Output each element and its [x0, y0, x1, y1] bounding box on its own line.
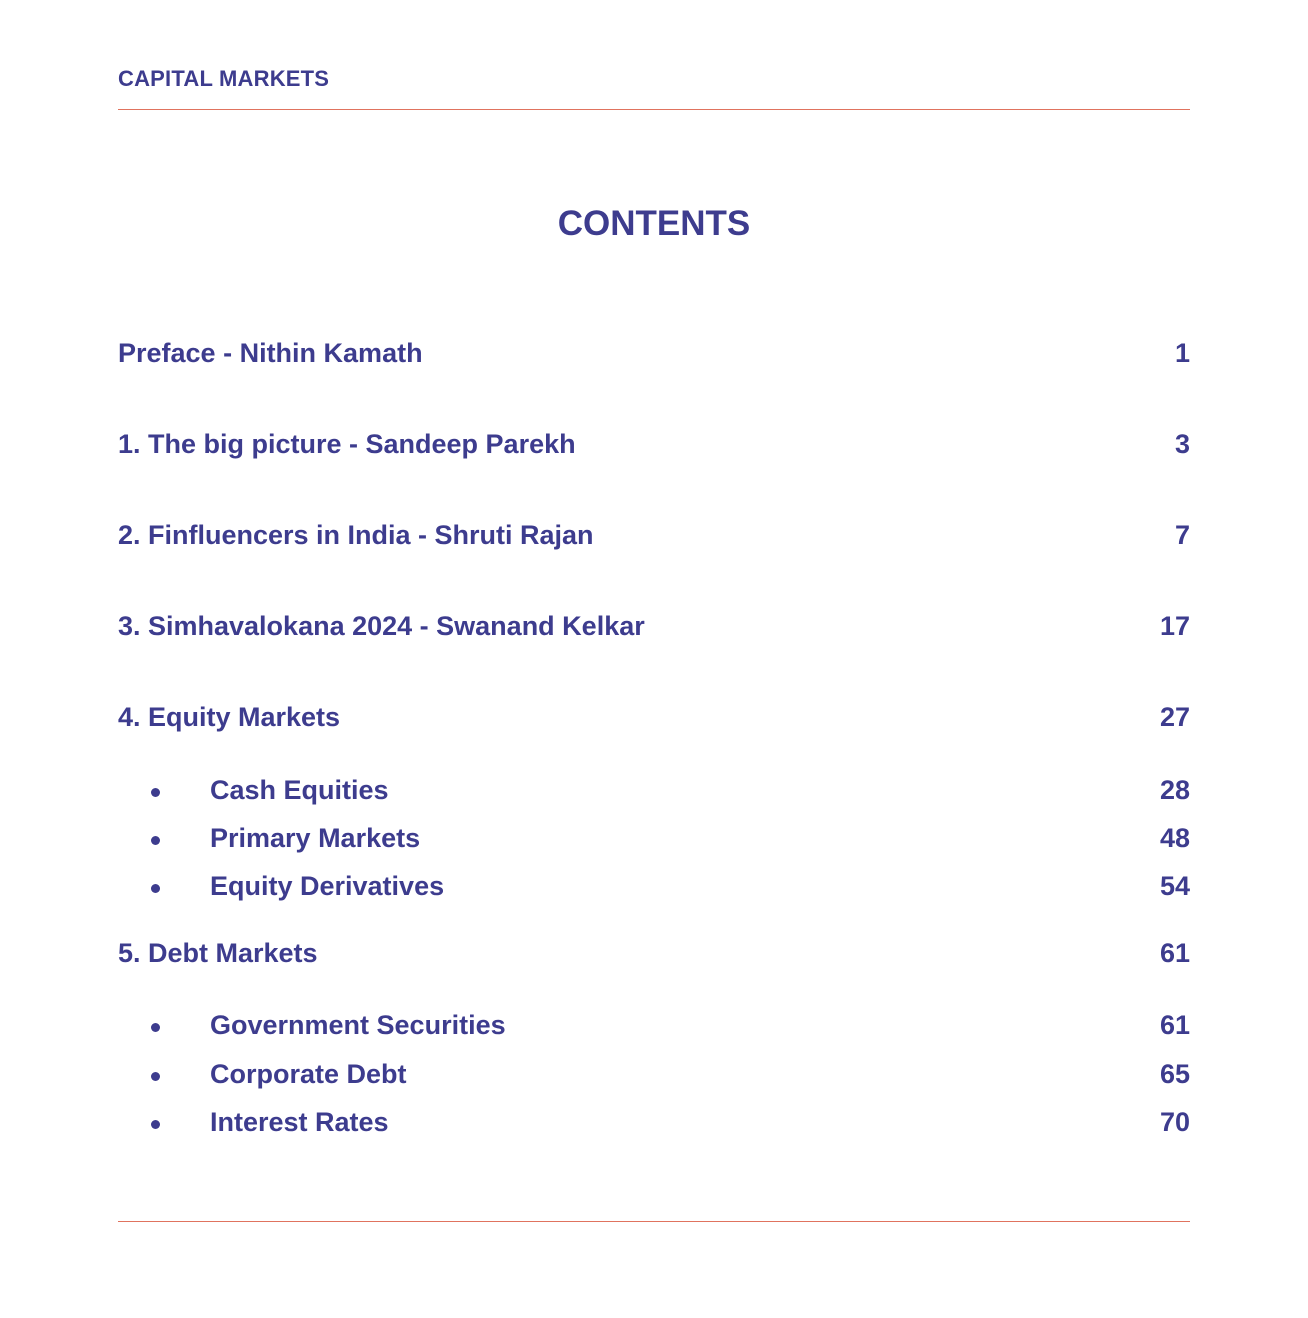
bullet-icon: [151, 788, 160, 797]
toc-entry-number: 2.: [118, 520, 141, 550]
toc-entry-page: 27: [1159, 702, 1190, 732]
toc-entry-title: Equity Markets: [148, 702, 341, 732]
toc-subentry-corporate-debt[interactable]: [118, 1059, 1190, 1099]
toc-entry-preface[interactable]: [118, 338, 1190, 378]
toc-subentry-equity-derivatives[interactable]: [118, 871, 1190, 911]
toc-entry-page: 7: [1174, 520, 1190, 550]
toc-entry-page: 61: [1159, 938, 1190, 968]
toc-subentry-page: 54: [1159, 871, 1190, 901]
toc-entry-number: 4.: [118, 702, 141, 732]
toc-subentry-title: Government Securities: [210, 1010, 506, 1040]
bullet-icon: [151, 836, 160, 845]
toc-subentry-title: Primary Markets: [210, 823, 421, 853]
toc-entry-title: The big picture - Sandeep Parekh: [148, 429, 576, 459]
toc-subentry-page: 65: [1159, 1059, 1190, 1089]
toc-subentry-page: 70: [1159, 1107, 1190, 1137]
toc-subentry-primary-markets[interactable]: [118, 823, 1190, 863]
toc-entry-4[interactable]: [118, 702, 1190, 742]
toc-subentry-cash-equities[interactable]: [118, 775, 1190, 815]
toc-subentry-page: 28: [1159, 775, 1190, 805]
running-header: CAPITAL MARKETS: [118, 66, 330, 91]
toc-subentry-interest-rates[interactable]: [118, 1107, 1190, 1147]
toc-subentry-title: Equity Derivatives: [210, 871, 445, 901]
toc-entry-3[interactable]: [118, 611, 1190, 651]
bullet-icon: [151, 1072, 160, 1081]
toc-subentry-title: Cash Equities: [210, 775, 389, 805]
bullet-icon: [151, 884, 160, 893]
bullet-icon: [151, 1120, 160, 1129]
footer-divider: [118, 1221, 1190, 1222]
toc-entry-number: 3.: [118, 611, 141, 641]
toc-entry-page: 17: [1159, 611, 1190, 641]
page-title: CONTENTS: [557, 204, 751, 243]
toc-subentry-title: Interest Rates: [210, 1107, 389, 1137]
toc-entry-page: 3: [1174, 429, 1190, 459]
toc-entry-number: 5.: [118, 938, 141, 968]
toc-entry-title: Preface - Nithin Kamath: [118, 338, 423, 368]
toc-entry-1[interactable]: [118, 429, 1190, 469]
toc-subentry-government-securities[interactable]: [118, 1010, 1190, 1050]
toc-entry-title: Simhavalokana 2024 - Swanand Kelkar: [148, 611, 645, 641]
toc-entry-page: 1: [1174, 338, 1190, 368]
toc-entry-2[interactable]: [118, 520, 1190, 560]
toc-subentry-title: Corporate Debt: [210, 1059, 407, 1089]
toc-entry-title: Finfluencers in India - Shruti Rajan: [148, 520, 594, 550]
toc-entry-title: Debt Markets: [148, 938, 318, 968]
header-divider: [118, 109, 1190, 110]
toc-entry-number: 1.: [118, 429, 141, 459]
bullet-icon: [151, 1023, 160, 1032]
toc-subentry-page: 61: [1159, 1010, 1190, 1040]
toc-entry-5[interactable]: [118, 938, 1190, 978]
toc-subentry-page: 48: [1159, 823, 1190, 853]
